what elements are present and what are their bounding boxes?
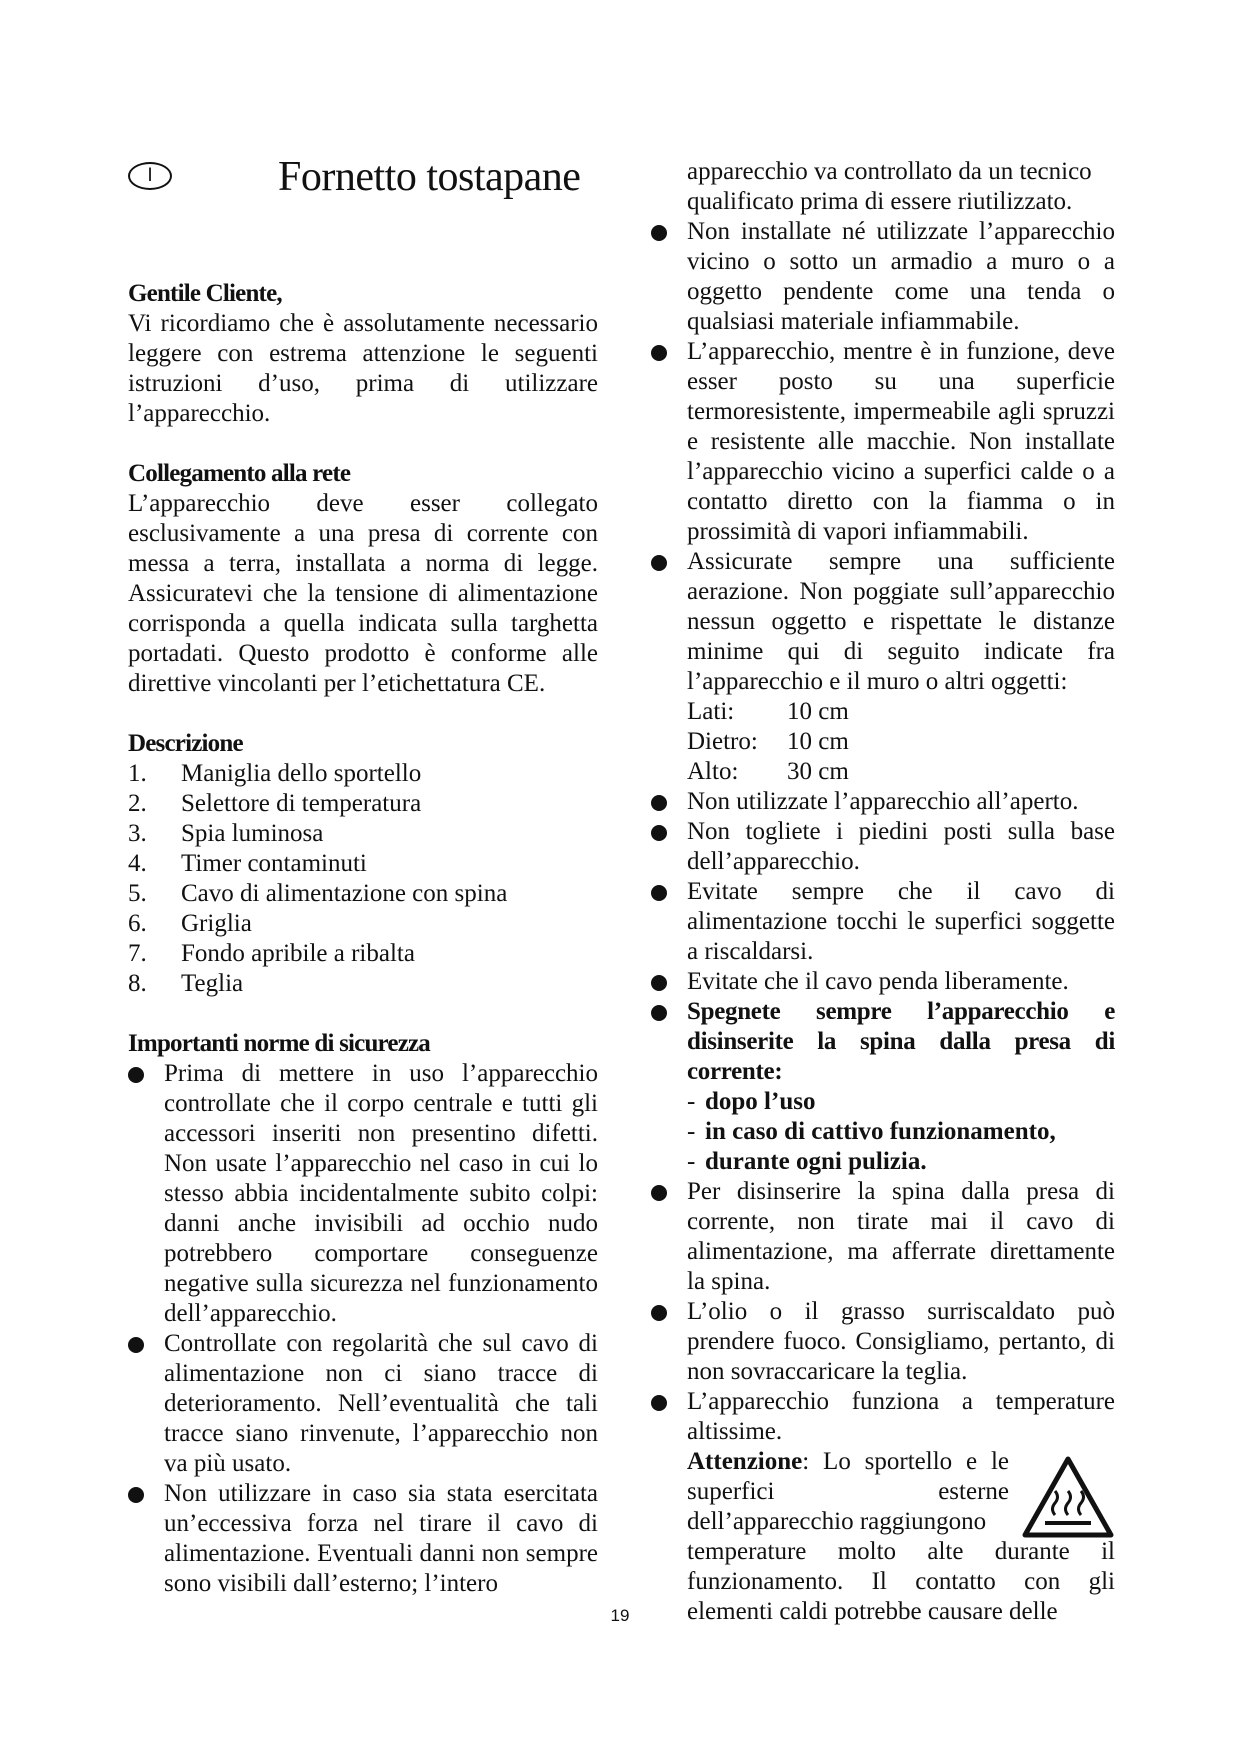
safety-bullet: Assicurate sempre una sufficiente aerazione. Non poggiate sull’apparecchio nessun oggetto e rispettate le distanze minime qui di seguito indicate fra l’apparecchio e il muro o altri oggetti:	[651, 547, 1115, 697]
connection-text: L’apparecchio deve esser collegato esclusivamente a una presa di corrente con messa a terra, installata a norma di legge. Assicuratevi che la tensione di alimentazione corrisponda a quella indicata sulla targhetta portadati. Questo prodotto è conforme alle direttive vincolanti per l’etichettatura CE.	[128, 490, 598, 697]
safety-bullet: Controllate con regolarità che sul cavo di alimentazione non ci siano tracce di deterioramento. Nell’eventualità che tali tracce siano rinvenute, l’apparecchio non va più usato.	[128, 1329, 598, 1479]
bullet-icon	[651, 1185, 667, 1201]
bullet-icon	[651, 1005, 667, 1021]
safety-bullet: Per disinserire la spina dalla presa di corrente, non tirate mai il cavo di alimentazione, ma afferrate direttamente la spina.	[651, 1177, 1115, 1297]
bullet-icon	[651, 1305, 667, 1321]
safety-bullet: L’apparecchio funziona a temperature altissime.	[651, 1387, 1115, 1447]
safety-bullet: Non togliete i piedini posti sulla base dell’apparecchio.	[651, 817, 1115, 877]
safety-bullet: Non installate né utilizzate l’apparecchio vicino o sotto un armadio a muro o a oggetto pendente come una tenda o qualsiasi materiale infiammabile.	[651, 217, 1115, 337]
bullet-icon	[651, 225, 667, 241]
page-number: 19	[610, 1606, 630, 1625]
list-item: 8. Teglia	[128, 970, 244, 997]
hot-surface-warning-icon	[1021, 1455, 1115, 1539]
distance-row: Alto: 30 cm	[687, 758, 849, 785]
unplug-case: - in caso di cattivo funzionamento,	[687, 1118, 1056, 1145]
list-item: 6. Griglia	[128, 910, 252, 937]
safety-heading: Importanti norme di sicurezza	[128, 1030, 430, 1057]
description-list	[128, 759, 598, 999]
bullet-icon	[128, 1487, 144, 1503]
warning-text-continued: temperature molto alte durante il funzionamento. Il contatto con gli elementi caldi potrebbe causare delle	[687, 1538, 1115, 1625]
safety-bullet: Non utilizzare in caso sia stata esercitata un’eccessiva forza nel tirare il cavo di alimentazione. Eventuali danni non sempre sono visibili dall’esterno; l’intero	[128, 1479, 598, 1599]
bullet-icon	[651, 1395, 667, 1411]
warning-label: Attenzione	[687, 1448, 803, 1475]
safety-bullet: Prima di mettere in uso l’apparecchio controllate che il corpo centrale e tutti gli accessori inseriti non presentino difetti. Non usate l’apparecchio nel caso in cui lo stesso abbia incidentalmente subito colpi: danni anche invisibili ad occhio nudo potrebbero comportare conseguenze negative sulla sicurezza nel funzionamento dell’apparecchio.	[128, 1059, 598, 1329]
warning-text: Attenzione: Lo sportello e le superfici esterne dell’apparecchio raggiungono	[687, 1448, 1009, 1535]
language-badge: I	[128, 162, 172, 190]
page-title: Fornetto tostapane	[278, 154, 581, 200]
safety-bullet: L’olio o il grasso surriscaldato può prendere fuoco. Consigliamo, pertanto, di non sovraccaricare la teglia.	[651, 1297, 1115, 1387]
bullet-icon	[128, 1337, 144, 1353]
bullet-icon	[651, 795, 667, 811]
list-item: 4. Timer contaminuti	[128, 850, 367, 877]
bullet-icon	[651, 825, 667, 841]
unplug-case: - durante ogni pulizia.	[687, 1148, 927, 1175]
bullet-icon	[651, 975, 667, 991]
right-column	[651, 157, 1115, 1627]
left-column	[128, 279, 598, 1599]
safety-continuation: apparecchio va controllato da un tecnico qualificato prima di essere riutilizzato.	[687, 158, 1092, 215]
description-heading: Descrizione	[128, 730, 243, 757]
list-item: 1. Maniglia dello sportello	[128, 760, 422, 787]
safety-bullet: Evitate che il cavo penda liberamente.	[651, 967, 1115, 997]
bullet-icon	[651, 885, 667, 901]
connection-heading: Collegamento alla rete	[128, 460, 351, 487]
list-item: 7. Fondo apribile a ribalta	[128, 940, 415, 967]
list-item: 2. Selettore di temperatura	[128, 790, 422, 817]
warning-block	[651, 1447, 1115, 1627]
greeting-text: Vi ricordiamo che è assolutamente necessario leggere con estrema attenzione le seguenti istruzioni d’uso, prima di utilizzare l’apparecchio.	[128, 310, 598, 427]
unplug-case: - dopo l’uso	[687, 1088, 816, 1115]
list-item: 5. Cavo di alimentazione con spina	[128, 880, 508, 907]
bullet-icon	[651, 555, 667, 571]
distance-row: Dietro: 10 cm	[687, 728, 849, 755]
list-item: 3. Spia luminosa	[128, 820, 324, 847]
distance-table	[651, 697, 1115, 787]
bullet-icon	[651, 345, 667, 361]
safety-bullet: Evitate sempre che il cavo di alimentazione tocchi le superfici soggette a riscaldarsi.	[651, 877, 1115, 967]
safety-bullet: Non utilizzate l’apparecchio all’aperto.	[651, 787, 1115, 817]
greeting-heading: Gentile Cliente,	[128, 280, 282, 307]
bullet-icon	[128, 1067, 144, 1083]
distance-row: Lati: 10 cm	[687, 698, 849, 725]
unplug-bullet: Spegnete sempre l’apparecchio e disinserite la spina dalla presa di corrente:	[651, 997, 1115, 1087]
safety-bullet: L’apparecchio, mentre è in funzione, deve esser posto su una superficie termoresistente, impermeabile agli spruzzi e resistente alle macchie. Non installate l’apparecchio vicino a superfici calde o a contatto diretto con la fiamma o in prossimità di vapori infiammabili.	[651, 337, 1115, 547]
